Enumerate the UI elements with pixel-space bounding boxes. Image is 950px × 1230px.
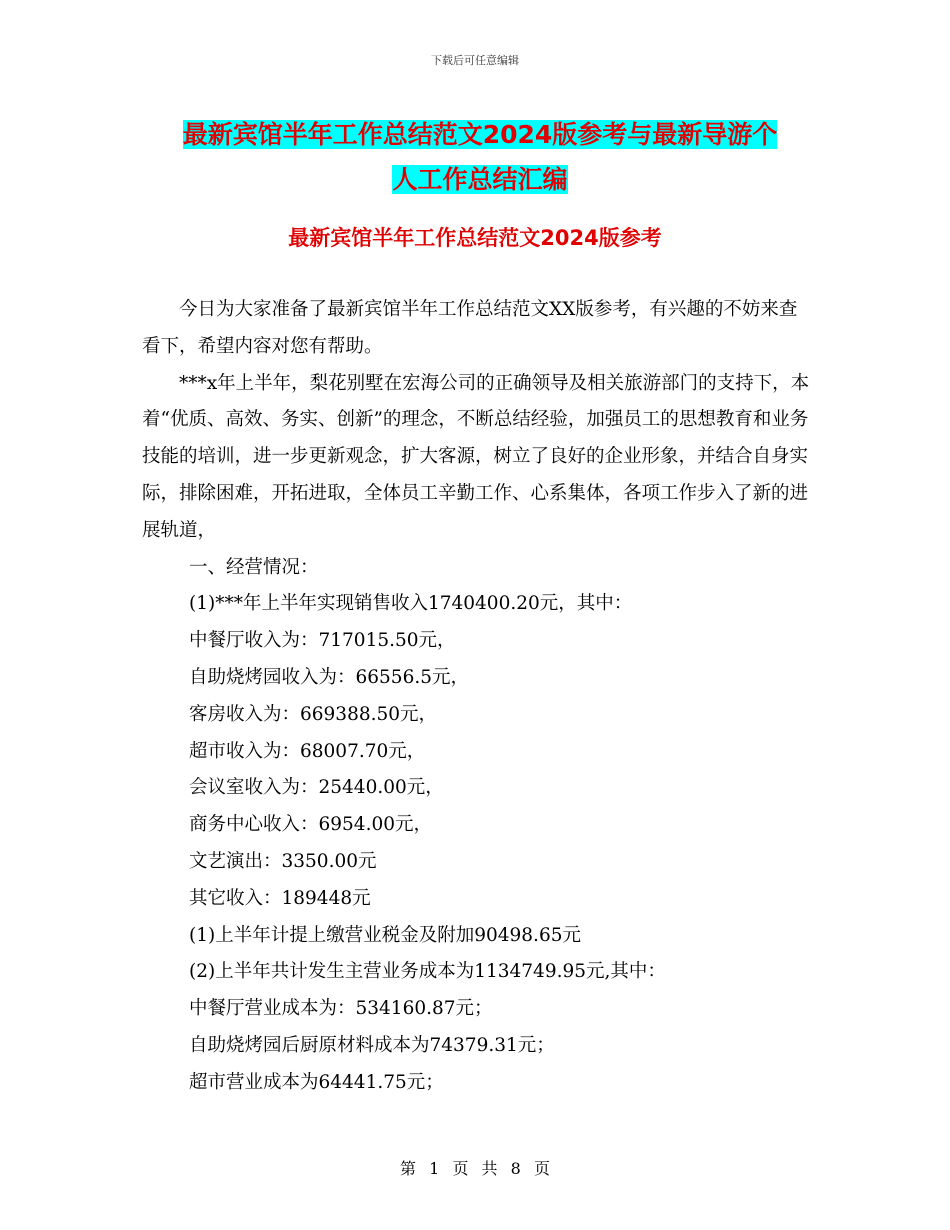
body-line: 一、经营情况： [189,556,319,578]
body-line: 超市收入为：68007.70元， [189,740,426,762]
body-line: 其它收入：189448元 [189,887,371,909]
body-line: (2)上半年共计发生主营业务成本为1134749.95元,其中： [189,961,666,983]
footer-label-total: 共 [481,1159,498,1178]
page-footer [0,1156,950,1179]
body-line: 商务中心收入：6954.00元， [189,814,433,836]
body-line: 自助烧烤园收入为：66556.5元， [189,666,470,688]
current-page-number: 1 [429,1159,440,1178]
title-line-2: 人工作总结汇编 [392,165,568,194]
page-header-note: 下载后可任意编辑 [431,54,519,67]
body-line: 会议室收入为：25440.00元， [189,777,444,799]
body-line: 中餐厅收入为：717015.50元， [189,630,456,652]
total-pages-number: 8 [510,1159,521,1178]
body-line: (1)上半年计提上缴营业税金及附加90498.65元 [189,924,581,946]
body-line: (1)***年上半年实现销售收入1740400.20元，其中： [189,593,633,615]
intro-paragraph: 今日为大家准备了最新宾馆半年工作总结范文XX版参考，有兴趣的不妨来查看下，希望内容对您有帮助。 [142,299,798,357]
footer-label-prefix: 第 [400,1159,417,1178]
section-title: 最新宾馆半年工作总结范文2024版参考 [288,226,662,250]
document-body [142,292,810,1102]
body-line: 文艺演出：3350.00元 [189,850,377,872]
footer-label-page-end: 页 [533,1159,550,1178]
body-line: 中餐厅营业成本为：534160.87元； [189,998,493,1020]
summary-paragraph: ***x年上半年，梨花别墅在宏海公司的正确领导及相关旅游部门的支持下，本着“优质、高效、务实、创新”的理念，不断总结经验，加强员工的思想教育和业务技能的培训，进一步更新观念，扩大客源，树立了良好的企业形象，并结合自身实际，排除困难，开拓进取，全体员工辛勤工作、心系集体，各项工作步入了新的进展轨道， [142,372,810,541]
footer-label-page: 页 [452,1159,469,1178]
title-line-1: 最新宾馆半年工作总结范文2024版参考与最新导游个 [182,120,778,149]
body-line: 自助烧烤园后厨原材料成本为74379.31元； [189,1034,555,1056]
body-line: 客房收入为：669388.50元， [189,703,438,725]
document-title [140,112,820,202]
body-line: 超市营业成本为64441.75元； [189,1071,444,1093]
